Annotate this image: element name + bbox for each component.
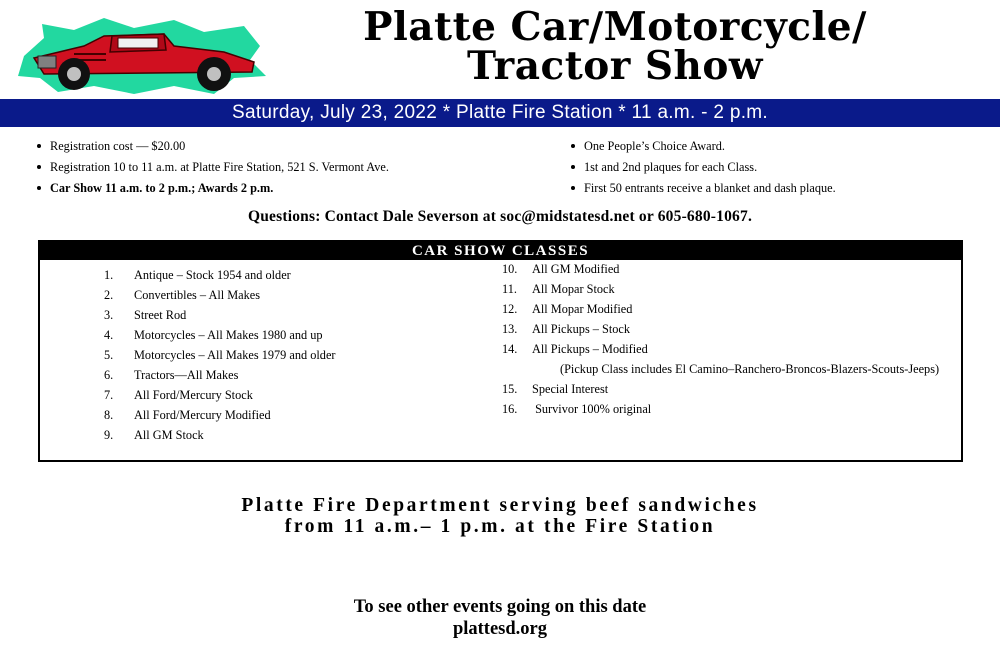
- classes-right-column: [502, 262, 940, 422]
- meal-announcement: [0, 495, 1000, 537]
- questions-contact: Questions: Contact Dale Severson at soc@midstatesd.net or 605-680-1067.: [247, 208, 753, 225]
- list-item: Car Show 11 a.m. to 2 p.m.; Awards 2 p.m.: [32, 181, 389, 202]
- list-item: 16. Survivor 100% original: [502, 402, 652, 416]
- list-item: One People’s Choice Award.: [566, 139, 836, 160]
- list-item: 1st and 2nd plaques for each Class.: [566, 160, 836, 181]
- list-item: 4. Motorcycles – All Makes 1980 and up: [104, 328, 323, 342]
- info-list-left: [32, 139, 389, 202]
- event-banner: Saturday, July 23, 2022 * Platte Fire Station * 11 a.m. - 2 p.m.: [0, 99, 1000, 127]
- classes-box: [38, 240, 963, 462]
- list-item: First 50 entrants receive a blanket and dash plaque.: [566, 181, 836, 202]
- red-hot-rod-car-icon: [14, 16, 270, 96]
- meal-line1: Platte Fire Department serving beef sandwiches: [241, 495, 759, 516]
- list-item: 15. Special Interest: [502, 382, 609, 396]
- list-item: 2. Convertibles – All Makes: [104, 288, 261, 302]
- footer-website: plattesd.org: [452, 619, 548, 639]
- footer-line1: To see other events going on this date: [353, 597, 647, 617]
- list-item: 6. Tractors—All Makes: [104, 368, 239, 382]
- list-item: 3. Street Rod: [104, 308, 187, 322]
- page-title-line1: Platte Car/Motorcycle/: [363, 4, 867, 50]
- list-item: Registration cost — $20.00: [32, 139, 389, 160]
- info-list-right: [566, 139, 836, 202]
- list-item: 1. Antique – Stock 1954 and older: [104, 268, 291, 282]
- list-item: 7. All Ford/Mercury Stock: [104, 388, 253, 402]
- list-item: 13. All Pickups – Stock: [502, 322, 631, 336]
- list-item: 11. All Mopar Stock: [502, 282, 615, 296]
- list-item: 14. All Pickups – Modified: [502, 342, 648, 356]
- page-title-line2: Tractor Show: [466, 43, 763, 89]
- classes-heading: CAR SHOW CLASSES: [40, 242, 961, 260]
- classes-left-column: [104, 268, 336, 448]
- list-item: 10. All GM Modified: [502, 262, 620, 276]
- list-item: Registration 10 to 11 a.m. at Platte Fire Station, 521 S. Vermont Ave.: [32, 160, 389, 181]
- footer-events: [0, 596, 1000, 640]
- pickup-class-note: (Pickup Class includes El Camino–Ranchero-Broncos-Blazers-Scouts-Jeeps): [560, 362, 940, 376]
- list-item: 5. Motorcycles – All Makes 1979 and older: [104, 348, 336, 362]
- meal-line2: from 11 a.m.– 1 p.m. at the Fire Station: [284, 516, 716, 537]
- list-item: 8. All Ford/Mercury Modified: [104, 408, 271, 422]
- list-item: 9. All GM Stock: [104, 428, 204, 442]
- list-item: 12. All Mopar Modified: [502, 302, 633, 316]
